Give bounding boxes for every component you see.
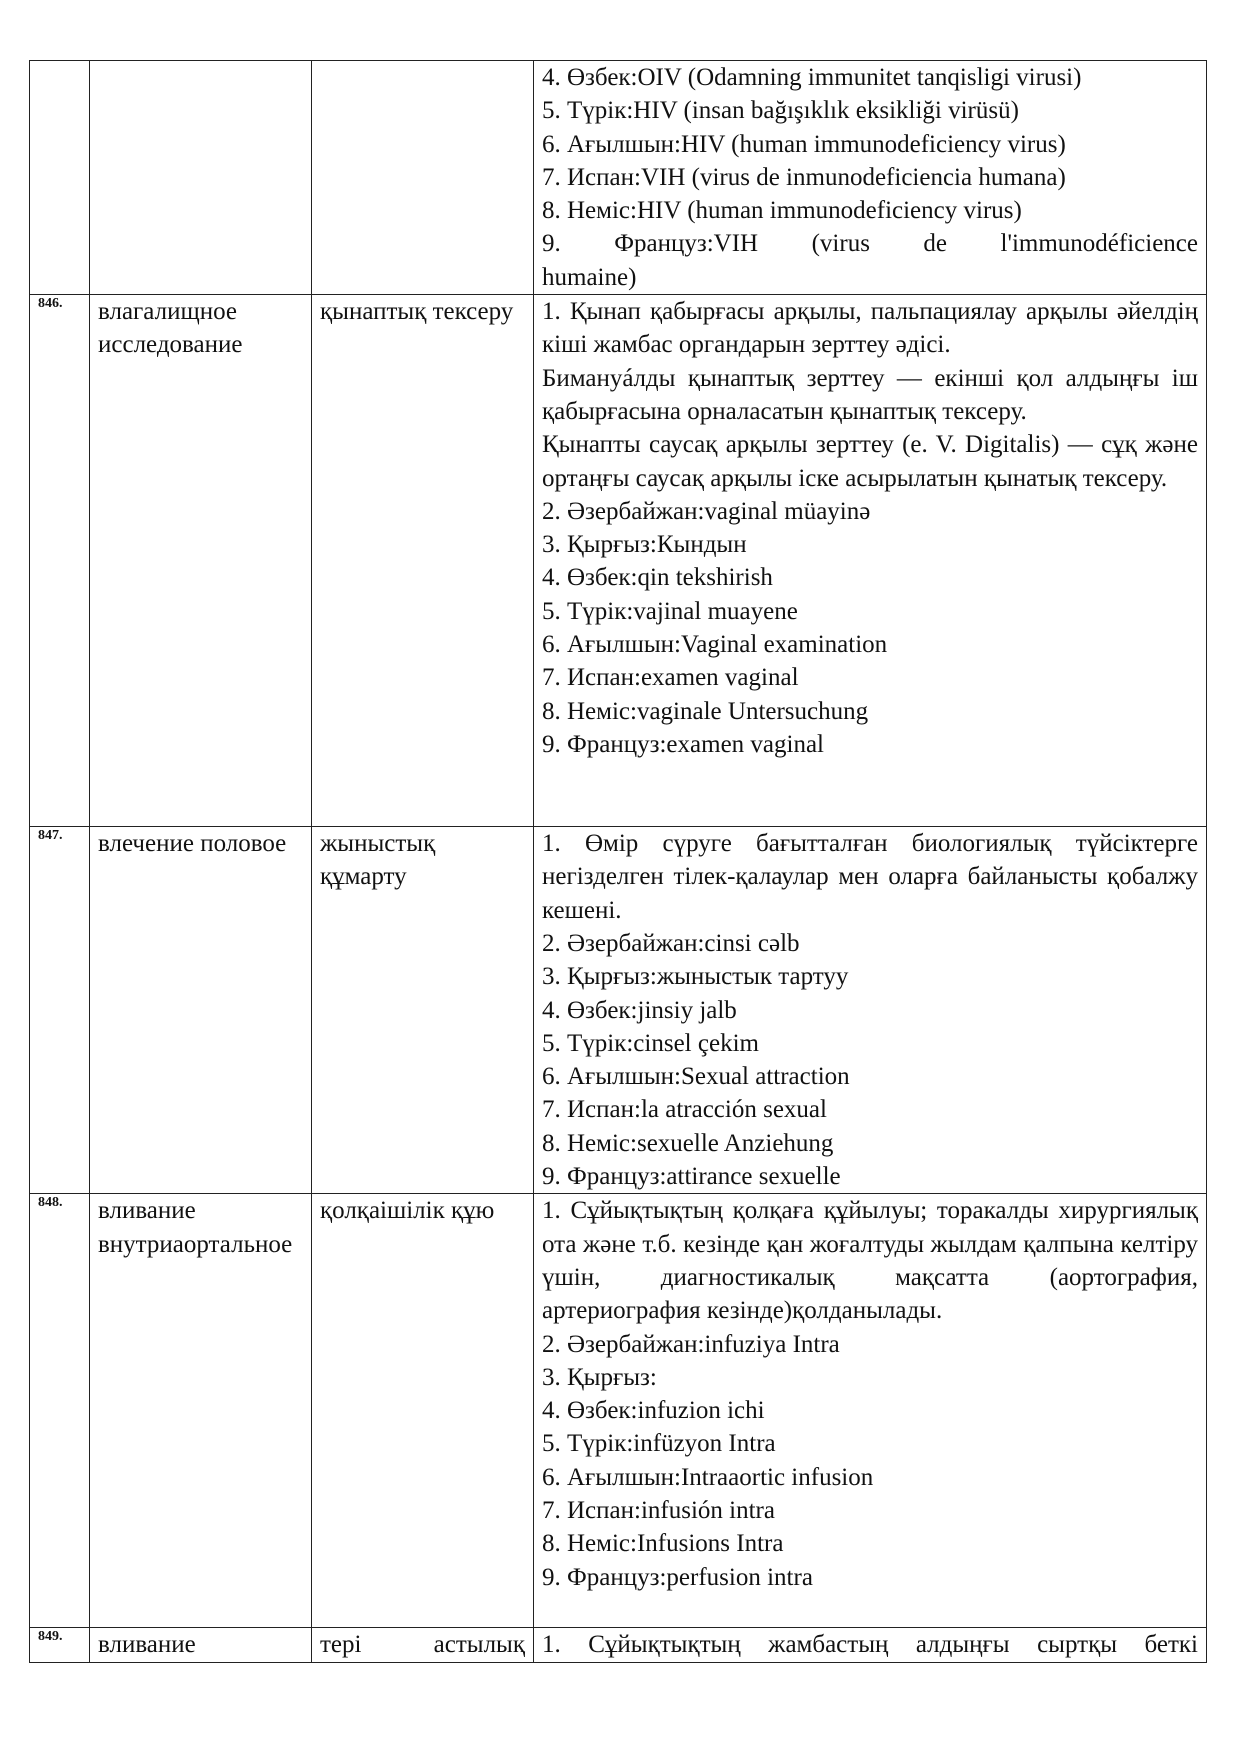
table-row (30, 61, 1207, 295)
table-row (30, 295, 1207, 827)
list-item: 6. Ағылшын:Intraaortic infusion (542, 1463, 874, 1491)
list-item: 9. Француз:examen vaginal (542, 730, 824, 758)
list-item: 5. Түрік:HIV (insan bağışıklık eksikliği virüsü) (542, 97, 1019, 125)
kz-term-cell (312, 295, 534, 827)
list-item: 9. Француз:attirance sexuelle (542, 1163, 841, 1191)
definition-paragraph: 1. Сұйықтықтың жамбастың алдыңғы сыртқы беткі (542, 1631, 1198, 1659)
definition-paragraph: 1. Қынап қабырғасы арқылы, пальпациялау арқылы әйелдің кіші жамбас органдарын зерттеу әдісі. (542, 298, 1198, 359)
ru-term-cell (90, 827, 312, 1194)
definition-cell (534, 61, 1207, 295)
definition-paragraph: 1. Өмір сүруге бағытталған биологиялық түйсіктерге негізделген тілек-қалаулар мен оларға байланысты қобалжу кешені. (542, 830, 1198, 924)
list-item: 6. Ағылшын:Vaginal examination (542, 631, 888, 659)
list-item: 3. Қырғыз:Кындын (542, 531, 747, 559)
ru-term-cell (90, 295, 312, 827)
list-item: 9. Француз:VIH (virus de l'immunodéficience (542, 230, 1198, 258)
ru-term: вливание (98, 1631, 196, 1659)
entry-number: 848. (30, 1194, 90, 1628)
list-item: 3. Қырғыз: (542, 1363, 657, 1391)
dictionary-table (29, 60, 1207, 1663)
list-item: 3. Қырғыз:жыныстык тартуу (542, 963, 849, 991)
list-item: 8. Неміс:sexuelle Anziehung (542, 1129, 834, 1157)
list-item: 7. Испан:la atracción sexual (542, 1096, 827, 1124)
list-item: 5. Түрік:infüzyon Intra (542, 1430, 776, 1458)
ru-term-cell (90, 61, 312, 295)
list-item: 7. Испан:infusión intra (542, 1497, 775, 1525)
kz-term: жыныстық құмарту (320, 830, 436, 891)
list-item: 2. Әзербайжан:cinsi cəlb (542, 929, 800, 957)
list-item: 2. Әзербайжан:vaginal müayinə (542, 497, 871, 525)
definition-cell (534, 295, 1207, 827)
kz-term-cell (312, 1628, 534, 1662)
list-item: 4. Өзбек:infuzion ichi (542, 1397, 765, 1425)
entry-number: 849. (30, 1628, 90, 1662)
list-item: 7. Испан:examen vaginal (542, 664, 799, 692)
list-item: 6. Ағылшын:HIV (human immunodeficiency virus) (542, 130, 1066, 158)
list-item: 4. Өзбек:OIV (Odamning immunitet tanqisligi virusi) (542, 64, 1082, 91)
list-item: 5. Түрік:cinsel çekim (542, 1029, 759, 1057)
kz-term-cell (312, 827, 534, 1194)
ru-term-cell (90, 1194, 312, 1628)
definition-cell (534, 1628, 1207, 1662)
table-row (30, 1628, 1207, 1662)
list-item: 6. Ағылшын:Sexual attraction (542, 1063, 850, 1091)
entry-number: 846. (30, 295, 90, 827)
list-item: 8. Неміс:vaginale Untersuchung (542, 697, 869, 725)
kz-term: қынаптық тексеру (320, 298, 514, 326)
entry-number: 847. (30, 827, 90, 1194)
list-item: 2. Әзербайжан:infuziya Intra (542, 1330, 840, 1358)
ru-term: влечение половое (98, 830, 287, 858)
list-item: 4. Өзбек:qin tekshirish (542, 564, 773, 592)
ru-term-cell (90, 1628, 312, 1662)
kz-term-cell (312, 1194, 534, 1628)
num-cell (30, 61, 90, 295)
ru-term: влагалищное исследование (98, 298, 243, 359)
list-item: 4. Өзбек:jinsiy jalb (542, 996, 737, 1024)
list-item: 8. Неміс:HIV (human immunodeficiency virus) (542, 197, 1022, 225)
list-item: 5. Түрік:vajinal muayene (542, 597, 798, 625)
list-item: 8. Неміс:Infusions Intra (542, 1530, 784, 1558)
definition-cell (534, 1194, 1207, 1628)
kz-term-cell (312, 61, 534, 295)
kz-term: тері астылық (320, 1631, 525, 1659)
table-row (30, 1194, 1207, 1628)
list-item: 7. Испан:VIH (virus de inmunodeficiencia humana) (542, 163, 1066, 191)
kz-term: қолқаішілік құю (320, 1197, 495, 1225)
list-item: 9. Француз:perfusion intra (542, 1563, 813, 1591)
definition-paragraph: Қынапты саусақ арқылы зерттеу (e. V. Digitalis) — сұқ және ортаңғы саусақ арқылы іске асырылатын қынатық тексеру. (542, 431, 1198, 492)
table-row (30, 827, 1207, 1194)
definition-paragraph: Бимануáлды қынаптық зерттеу — екінші қол алдыңғы іш қабырғасына орналасатын қынаптық тексеру. (542, 364, 1198, 425)
definition-paragraph: 1. Сұйықтықтың қолқаға құйылуы; торакалды хирургиялық ота және т.б. кезінде қан жоғалтуды жылдам қалпына келтіру үшін, диагностикалық мақсатта (аортография, артериография кезінде)қолданылады. (542, 1197, 1198, 1325)
definition-cell (534, 827, 1207, 1194)
list-item: humaine) (542, 263, 637, 291)
ru-term: вливание внутриаортальное (98, 1197, 293, 1258)
